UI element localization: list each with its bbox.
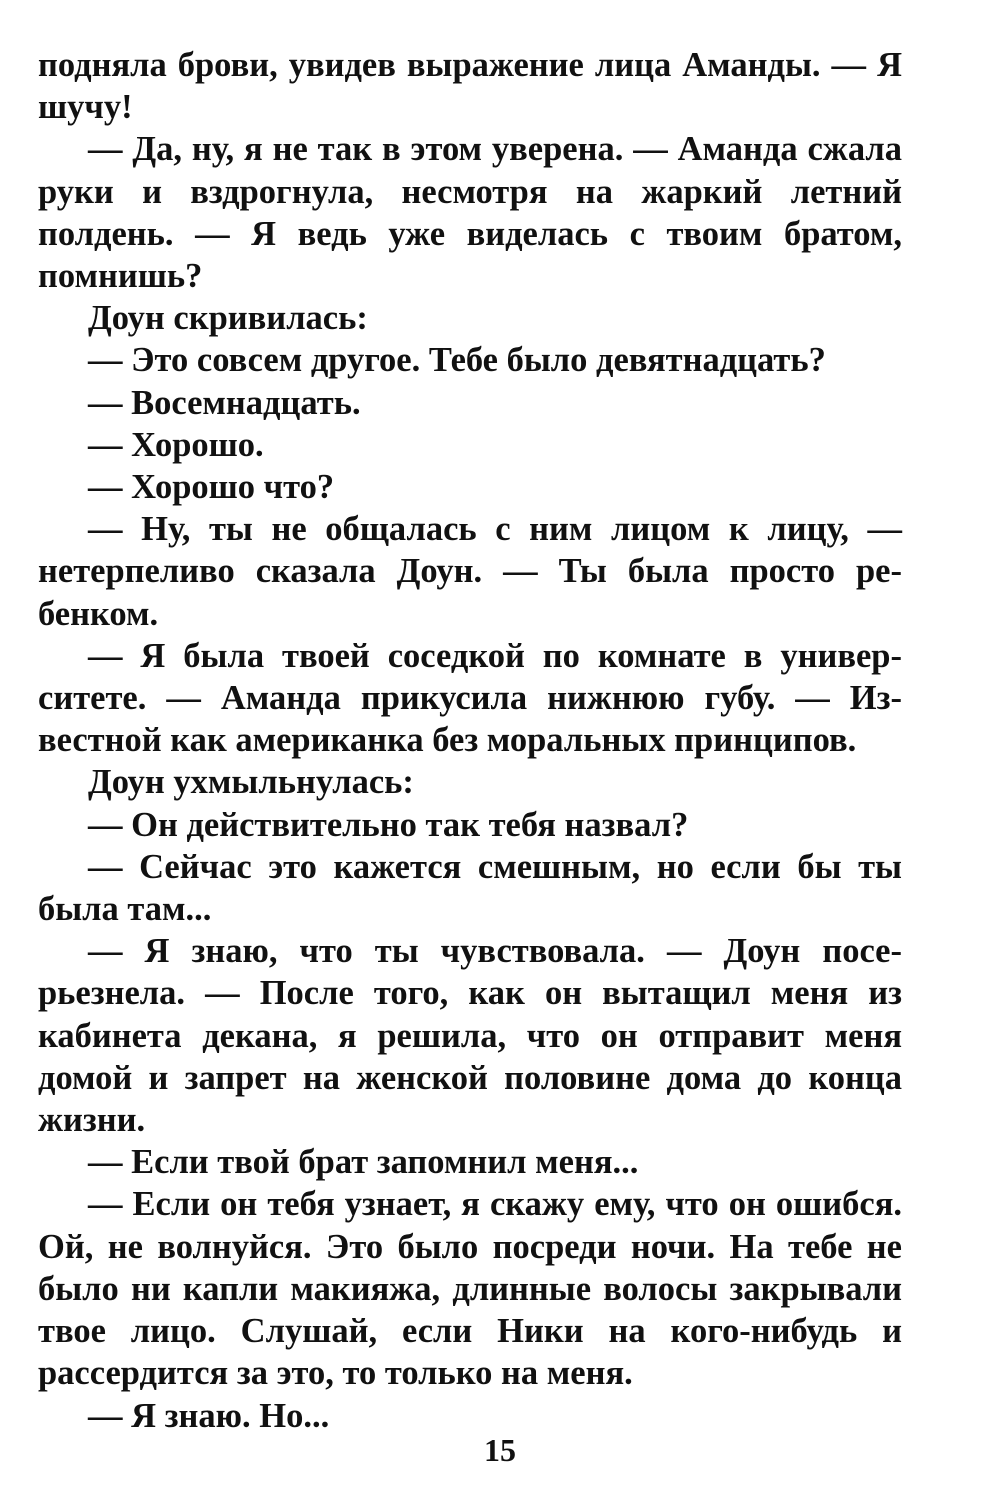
page-number: 15 <box>484 1432 516 1468</box>
paragraph: — Он действительно так тебя назвал? <box>88 805 689 844</box>
paragraph: — Хорошо что? <box>88 468 335 507</box>
paragraph: — Хорошо. <box>88 425 264 464</box>
paragraph-continuation: подняла брови, увидев выражение лица Аманды. — Я шучу! <box>38 46 902 127</box>
paragraph: — Да, ну, я не так в этом уверена. — Аманда сжала руки и вздрогнула, несмотря на жаркий летний полдень. — Я ведь уже виделась с твоим братом, помнишь? <box>38 130 902 296</box>
page-text <box>38 44 902 1464</box>
paragraph: Доун скривилась: <box>88 299 368 338</box>
paragraph: — Это совсем другое. Тебе было девятнадцать? <box>88 341 826 380</box>
paragraph: Доун ухмыльнулась: <box>88 763 414 802</box>
paragraph: — Сейчас это кажется смешным, но если бы ты была там... <box>38 847 902 929</box>
paragraph: — Я знаю, что ты чувствовала. — Доун посерьезнела. — После того, как он вытащил меня из кабинета декана, я решила, что он отправит меня домой и запрет на женской половине дома до конца жизни. <box>38 932 902 1140</box>
paragraph: — Ну, ты не общалась с ним лицом к лицу, — нетерпеливо сказала Доун. — Ты была просто ребенком. <box>38 510 902 633</box>
paragraph: — Если он тебя узнает, я скажу ему, что он ошибся. Ой, не волнуйся. Это было посреди ночи. На тебе не было ни капли макияжа, длинные волосы закрывали твое лицо. Слушай, если Ники на кого-нибудь и рассердится за это, то только на меня. <box>38 1185 902 1393</box>
paragraph: — Я была твоей соседкой по комнате в университете. — Аманда прикусила нижнюю губу. — Известной как американка без моральных принципов. <box>38 636 902 760</box>
paragraph: — Если твой брат запомнил меня... <box>88 1143 639 1182</box>
paragraph: — Восемнадцать. <box>88 383 361 422</box>
paragraph: — Я знаю. Но... <box>88 1396 330 1435</box>
